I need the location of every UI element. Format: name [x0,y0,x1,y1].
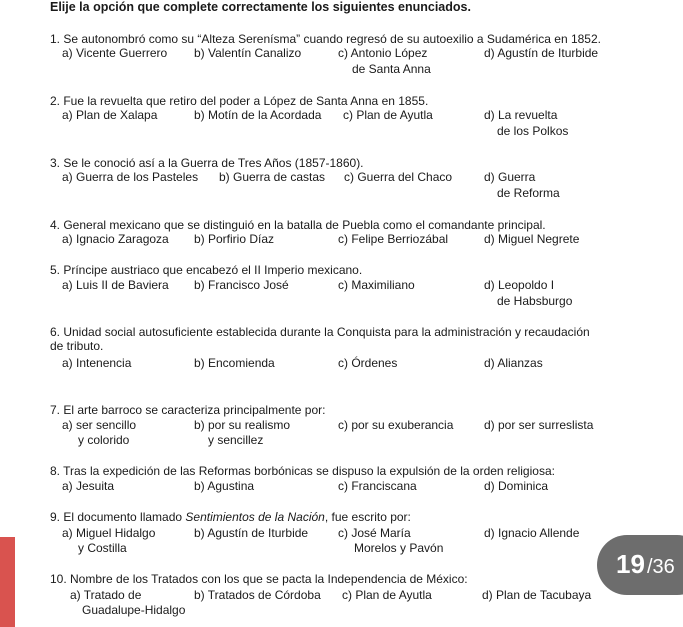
question-9-stem-post: , fue escrito por: [324,510,411,524]
question-4-option-c: c) Felipe Berriozábal [338,232,449,246]
question-3-option-a: a) Guerra de los Pasteles [62,170,199,184]
question-1-stem: 1. Se autonombró como su “Alteza Serenísma” cuando regresó de su autoexilio a Sudamérica en 1852. [50,32,601,46]
question-5-option-c: c) Maximiliano [338,278,415,292]
question-8-option-a: a) Jesuita [62,479,115,493]
question-2-stem: 2. Fue la revuelta que retiro del poder a López de Santa Anna en 1855. [50,94,429,108]
question-4-option-a: a) Ignacio Zaragoza [62,232,169,246]
question-10-option-a: a) Tratado de [70,588,142,602]
left-accent-stripe [0,537,15,627]
question-4-stem: 4. General mexicano que se distinguió en la batalla de Puebla como el comandante principal. [50,218,546,232]
page-counter-badge [597,535,683,595]
question-6-stem-cont: de tributo. [50,339,104,353]
question-7-option-c: c) por su exuberancia [338,418,454,432]
question-7-option-b-cont: y sencillez [208,433,264,447]
question-7-stem: 7. El arte barroco se caracteriza principalmente por: [50,403,326,417]
question-9-option-b: b) Agustín de Iturbide [194,526,309,540]
question-5-option-d: d) Leopoldo I [484,278,555,292]
question-9-option-d: d) Ignacio Allende [484,526,580,540]
question-6-option-b: b) Encomienda [194,356,275,370]
question-2-option-b: b) Motín de la Acordada [194,108,322,122]
question-3-option-b: b) Guerra de castas [219,170,326,184]
question-1-option-b: b) Valentín Canalizo [194,46,302,60]
question-5-stem: 5. Príncipe austriaco que encabezó el II Imperio mexicano. [50,263,363,277]
question-3-stem: 3. Se le conoció así a la Guerra de Tres Años (1857-1860). [50,156,364,170]
question-9-stem [50,510,411,524]
question-4-option-b: b) Porfirio Díaz [194,232,275,246]
question-8-stem: 8. Tras la expedición de las Reformas borbónicas se dispuso la expulsión de la orden religiosa: [50,464,555,478]
question-8-option-d: d) Dominica [484,479,549,493]
current-page-number: 19 [616,549,645,579]
question-9-option-a-cont: y Costilla [78,541,127,555]
question-2-option-d: d) La revuelta [484,108,558,122]
question-5-option-b: b) Francisco José [194,278,289,292]
question-7-option-a-cont: y colorido [78,433,130,447]
question-4-option-d: d) Miguel Negrete [484,232,580,246]
question-6-option-a: a) Intenencia [62,356,132,370]
question-8-option-c: c) Franciscana [338,479,417,493]
question-2-option-c: c) Plan de Ayutla [343,108,433,122]
question-1-option-d: d) Agustín de Iturbide [484,46,599,60]
question-1-option-a: a) Vicente Guerrero [62,46,168,60]
question-2-option-d-cont: de los Polkos [497,124,569,138]
question-3-option-d-cont: de Reforma [497,186,560,200]
question-10-option-d: d) Plan de Tacubaya [482,588,592,602]
question-9-document-title: Sentimientos de la Nación [185,510,325,524]
question-10-option-a-cont: Guadalupe-Hidalgo [82,603,186,617]
page-title: Elije la opción que complete correctamente los siguientes enunciados. [50,0,471,14]
question-9-stem-pre: 9. El documento llamado [50,510,186,524]
question-6-option-c: c) Órdenes [338,356,398,370]
question-7-option-a: a) ser sencillo [62,418,137,432]
question-7-option-d: d) por ser surreslista [484,418,594,432]
question-5-option-d-cont: de Habsburgo [497,294,573,308]
question-9-option-c-cont: Morelos y Pavón [354,541,444,555]
question-10-stem: 10. Nombre de los Tratados con los que se pacta la Independencia de México: [50,572,468,586]
question-9-option-c: c) José María [338,526,411,540]
question-1-option-c: c) Antonio López [338,46,428,60]
question-5-option-a: a) Luis II de Baviera [62,278,169,292]
question-3-option-c: c) Guerra del Chaco [344,170,453,184]
question-8-option-b: b) Agustina [194,479,255,493]
total-pages: /36 [647,556,675,578]
question-3-option-d: d) Guerra [484,170,536,184]
question-10-option-c: c) Plan de Ayutla [342,588,432,602]
question-2-option-a: a) Plan de Xalapa [62,108,158,122]
question-6-stem: 6. Unidad social autosuficiente establecida durante la Conquista para la administración y recaudación [50,325,590,339]
question-10-option-b: b) Tratados de Córdoba [194,588,321,602]
question-6-option-d: d) Alianzas [484,356,543,370]
question-9-option-a: a) Miguel Hidalgo [62,526,156,540]
question-7-option-b: b) por su realismo [194,418,291,432]
question-1-option-c-cont: de Santa Anna [352,62,431,76]
